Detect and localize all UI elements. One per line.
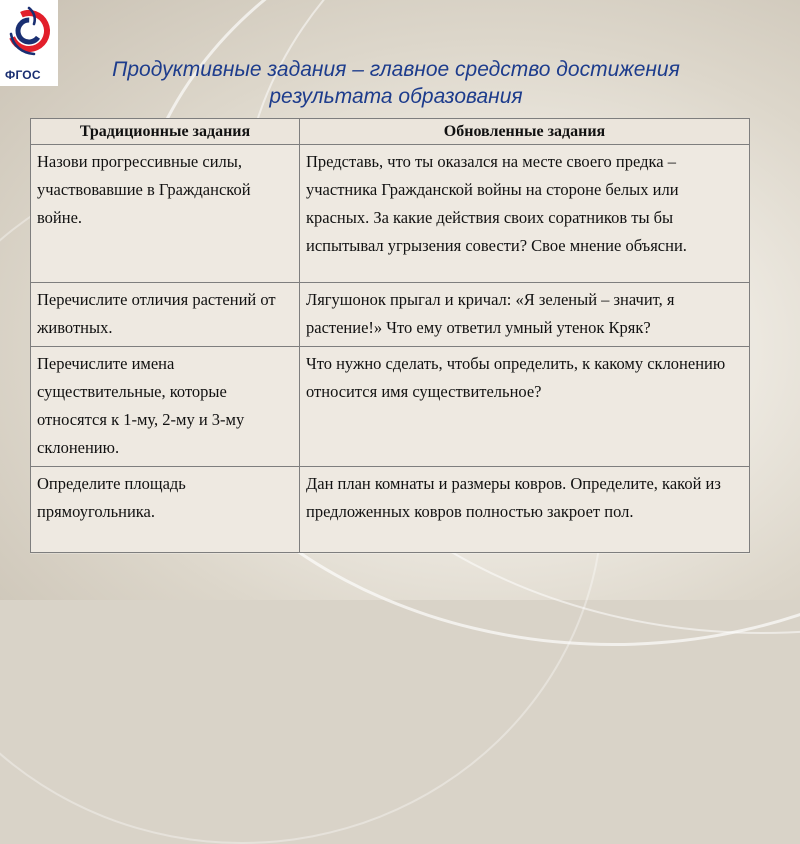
table-row (31, 347, 750, 467)
table-row (31, 145, 750, 283)
page-title-line-1: Продуктивные задания – главное средство достижения (112, 58, 680, 81)
comparison-table (30, 118, 750, 553)
updated-task-cell: Дан план комнаты и размеры ковров. Определите, какой из предложенных ковров полностью закроет пол. (300, 467, 750, 553)
updated-tasks-header: Обновленные задания (300, 119, 750, 145)
updated-task-cell: Лягушонок прыгал и кричал: «Я зеленый – значит, я растение!» Что ему ответил умный утенок Кряк? (300, 283, 750, 347)
updated-task-cell: Что нужно сделать, чтобы определить, к какому склонению относится имя существительное? (300, 347, 750, 467)
table-row (31, 283, 750, 347)
traditional-task-cell: Определите площадь прямоугольника. (31, 467, 300, 553)
page-title-line-2: результата образования (269, 85, 523, 108)
traditional-task-cell: Перечислите имена существительные, которые относятся к 1-му, 2-му и 3-му склонению. (31, 347, 300, 467)
table-header-row (31, 119, 750, 145)
traditional-tasks-header: Традиционные задания (31, 119, 300, 145)
table-row (31, 467, 750, 553)
traditional-task-cell: Назови прогрессивные силы, участвовавшие в Гражданской войне. (31, 145, 300, 283)
page-title (86, 56, 706, 110)
fgos-logo-icon (3, 2, 55, 60)
fgos-logo (0, 0, 58, 86)
traditional-task-cell: Перечислите отличия растений от животных. (31, 283, 300, 347)
updated-task-cell: Представь, что ты оказался на месте своего предка – участника Гражданской войны на стороне белых или красных. За какие действия своих соратников ты бы испытывал угрызения совести? Свое мнение объясни. (300, 145, 750, 283)
logo-text: ФГОС (5, 68, 41, 82)
